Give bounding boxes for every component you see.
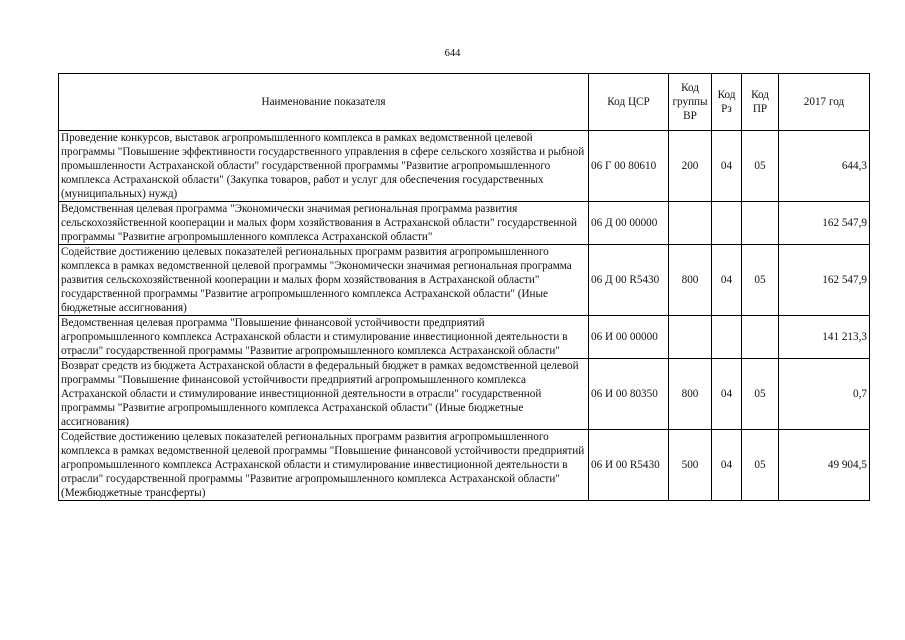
row-amount: 49 904,5 (779, 430, 870, 501)
row-csr: 06 Д 00 00000 (589, 202, 669, 245)
row-amount: 162 547,9 (779, 202, 870, 245)
row-name: Ведомственная целевая программа "Экономически значимая региональная программа развития сельскохозяйственной кооперации и малых форм хозяйствования в Астраханской области" государственной программы "Развитие агропромышленного комплекса Астраханской области" (59, 202, 589, 245)
budget-table (58, 73, 870, 501)
row-name: Содействие достижению целевых показателей региональных программ развития агропромышленного комплекса в рамках ведомственной целевой программы "Повышение финансовой устойчивости предприятий агропромышленного комплекса Астраханской области и стимулирование инвестиционной деятельности в отрасли" государственной программы "Развитие агропромышленного комплекса Астраханской области" (Межбюджетные трансферты) (59, 430, 589, 501)
row-rz: 04 (712, 131, 742, 202)
row-rz: 04 (712, 359, 742, 430)
row-pr (742, 316, 779, 359)
table-row (59, 316, 870, 359)
row-pr (742, 202, 779, 245)
row-rz: 04 (712, 430, 742, 501)
row-csr: 06 И 00 00000 (589, 316, 669, 359)
row-rz (712, 316, 742, 359)
row-vr: 800 (669, 245, 712, 316)
header-name: Наименование показателя (59, 74, 589, 131)
row-vr: 800 (669, 359, 712, 430)
table-row (59, 359, 870, 430)
row-name: Содействие достижению целевых показателей региональных программ развития агропромышленного комплекса в рамках ведомственной целевой программы "Экономически значимая региональная программа развития сельскохозяйственной кооперации и малых форм хозяйствования в Астраханской области" государственной программы "Развитие агропромышленного комплекса Астраханской области" (Иные бюджетные ассигнования) (59, 245, 589, 316)
row-vr: 200 (669, 131, 712, 202)
row-name: Проведение конкурсов, выставок агропромышленного комплекса в рамках ведомственной целевой программы "Повышение эффективности государственного управления в сфере сельского хозяйства и рыбной промышленности Астраханской области" государственной программы "Развитие агропромышленного комплекса Астраханской области" (Закупка товаров, работ и услуг для обеспечения государственных (муниципальных) нужд) (59, 131, 589, 202)
row-vr (669, 202, 712, 245)
row-rz: 04 (712, 245, 742, 316)
table-header-row (59, 74, 870, 131)
table-row (59, 131, 870, 202)
header-rz: Код Рз (712, 74, 742, 131)
row-csr: 06 И 00 80350 (589, 359, 669, 430)
row-pr: 05 (742, 245, 779, 316)
table-row (59, 430, 870, 501)
row-pr: 05 (742, 359, 779, 430)
row-vr: 500 (669, 430, 712, 501)
row-amount: 644,3 (779, 131, 870, 202)
header-csr: Код ЦСР (589, 74, 669, 131)
table-row (59, 202, 870, 245)
row-vr (669, 316, 712, 359)
row-name: Ведомственная целевая программа "Повышение финансовой устойчивости предприятий агропромышленного комплекса Астраханской области и стимулирование инвестиционной деятельности в отрасли" государственной программы "Развитие агропромышленного комплекса Астраханской области" (59, 316, 589, 359)
row-amount: 162 547,9 (779, 245, 870, 316)
page-number: 644 (444, 48, 461, 59)
row-name: Возврат средств из бюджета Астраханской области в федеральный бюджет в рамках ведомственной целевой программы "Повышение финансовой устойчивости предприятий агропромышленного комплекса Астраханской области и стимулирование инвестиционной деятельности в отрасли" государственной программы "Развитие агропромышленного комплекса Астраханской области" (Иные бюджетные ассигнования) (59, 359, 589, 430)
row-csr: 06 И 00 R5430 (589, 430, 669, 501)
header-pr: Код ПР (742, 74, 779, 131)
row-pr: 05 (742, 131, 779, 202)
header-vr: Код группы ВР (669, 74, 712, 131)
row-amount: 0,7 (779, 359, 870, 430)
row-pr: 05 (742, 430, 779, 501)
header-year: 2017 год (779, 74, 870, 131)
row-rz (712, 202, 742, 245)
row-csr: 06 Г 00 80610 (589, 131, 669, 202)
row-csr: 06 Д 00 R5430 (589, 245, 669, 316)
table-row (59, 245, 870, 316)
row-amount: 141 213,3 (779, 316, 870, 359)
